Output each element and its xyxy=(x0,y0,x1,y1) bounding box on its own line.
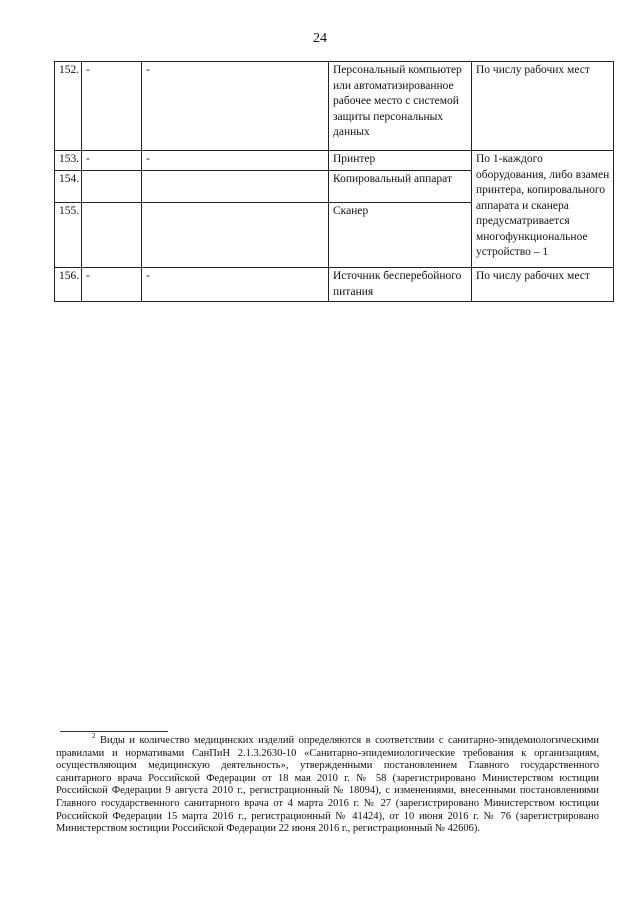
footnote-separator xyxy=(60,731,168,732)
footnote xyxy=(56,732,600,836)
equipment-name: Копировальный аппарат xyxy=(329,171,472,203)
type-cell xyxy=(142,171,329,203)
type-cell: - xyxy=(142,151,329,171)
footnote-marker: 2 xyxy=(92,732,96,740)
type-cell: - xyxy=(142,268,329,302)
equipment-name: Персональный компьютер или автоматизированное рабочее место с системой защиты персональных данных xyxy=(329,62,472,151)
equipment-name: Источник бесперебойного питания xyxy=(329,268,472,302)
footnote-text: Виды и количество медицинских изделий определяются в соответствии с санитарно-эпидемиологическими правилами и нормативами СанПиН 2.1.3.2630-10 «Санитарно-эпидемиологические требования к организациям, осуществляющим медицинскую деятельность», утвержденными постановлением Главного государственного санитарного врача Российской Федерации от 18 мая 2010 г. № 58 (зарегистрировано Министерством юстиции Российской Федерации 9 августа 2010 г., регистрационный № 18094), с изменениями, внесенными постановлениями Главного государственного санитарного врача от 4 марта 2016 г. № 27 (зарегистрировано Министерством юстиции Российской Федерации 15 марта 2016 г., регистрационный № 41424), от 10 июня 2016 г. № 76 (зарегистрировано Министерством юстиции Российской Федерации 22 июня 2016 г., регистрационный № 42606). xyxy=(56,735,600,835)
table-row xyxy=(55,268,614,302)
row-number: 155. xyxy=(55,203,82,268)
table-row xyxy=(55,151,614,171)
code-cell: - xyxy=(82,62,142,151)
equipment-name: Принтер xyxy=(329,151,472,171)
row-number: 153. xyxy=(55,151,82,171)
row-number: 156. xyxy=(55,268,82,302)
code-cell: - xyxy=(82,151,142,171)
code-cell: - xyxy=(82,268,142,302)
row-number: 154. xyxy=(55,171,82,203)
code-cell xyxy=(82,171,142,203)
type-cell: - xyxy=(142,62,329,151)
quantity-cell: По 1-каждого оборудования, либо взамен принтера, копировального аппарата и сканера предусматривается многофункциональное устройство – 1 xyxy=(472,151,614,268)
quantity-cell: По числу рабочих мест xyxy=(472,62,614,151)
row-number: 152. xyxy=(55,62,82,151)
quantity-cell: По числу рабочих мест xyxy=(472,268,614,302)
page-number: 24 xyxy=(313,31,327,46)
table-row xyxy=(55,62,614,151)
equipment-table xyxy=(54,61,614,302)
code-cell xyxy=(82,203,142,268)
equipment-name: Сканер xyxy=(329,203,472,268)
type-cell xyxy=(142,203,329,268)
